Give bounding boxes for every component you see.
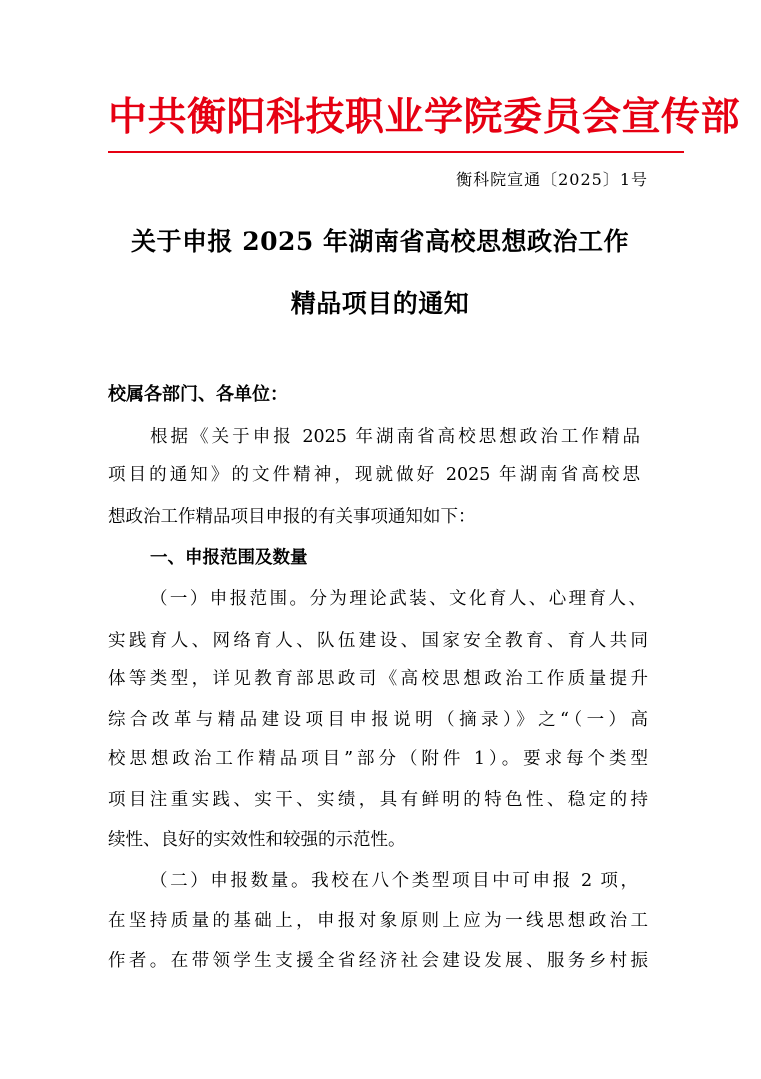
intro-line: 项目的通知》的文件精神，现就做好 2025 年湖南省高校思: [108, 465, 640, 485]
notice-title-line-2: 精品项目的通知: [290, 289, 470, 318]
salutation: 校属各部门、各单位：: [108, 384, 288, 405]
paragraph-line: 校思想政治工作精品项目”部分（附件 1）。要求每个类型: [108, 749, 648, 769]
intro-line: 根据《关于申报 2025 年湖南省高校思想政治工作精品: [150, 427, 640, 447]
red-divider: [108, 151, 684, 153]
section-heading: 一、申报范围及数量: [150, 548, 308, 568]
paragraph-line: （二）申报数量。我校在八个类型项目中可申报 2 项，: [150, 871, 638, 891]
paragraph-line: 项目注重实践、实干、实绩，具有鲜明的特色性、稳定的持: [108, 790, 648, 810]
notice-title-line-1: 关于申报 2025 年湖南省高校思想政治工作: [131, 227, 629, 256]
paragraph-line: 体等类型，详见教育部思政司《高校思想政治工作质量提升: [108, 669, 648, 689]
paragraph-line: 实践育人、网络育人、队伍建设、国家安全教育、育人共同: [108, 631, 648, 651]
paragraph-line: 综合改革与精品建设项目申报说明（摘录）》之“（一）高: [108, 710, 648, 730]
paragraph-line: （一）申报范围。分为理论武装、文化育人、心理育人、: [150, 589, 646, 609]
paragraph-line: 续性、良好的实效性和较强的示范性。: [108, 830, 406, 850]
paragraph-line: 在坚持质量的基础上，申报对象原则上应为一线思想政治工: [108, 911, 648, 931]
org-masthead: 中共衡阳科技职业学院委员会宣传部: [108, 95, 741, 140]
intro-line: 想政治工作精品项目申报的有关事项通知如下：: [108, 507, 476, 527]
document-number: 衡科院宣通〔2025〕1号: [456, 170, 648, 189]
paragraph-line: 作者。在带领学生支援全省经济社会建设发展、服务乡村振: [108, 951, 648, 971]
